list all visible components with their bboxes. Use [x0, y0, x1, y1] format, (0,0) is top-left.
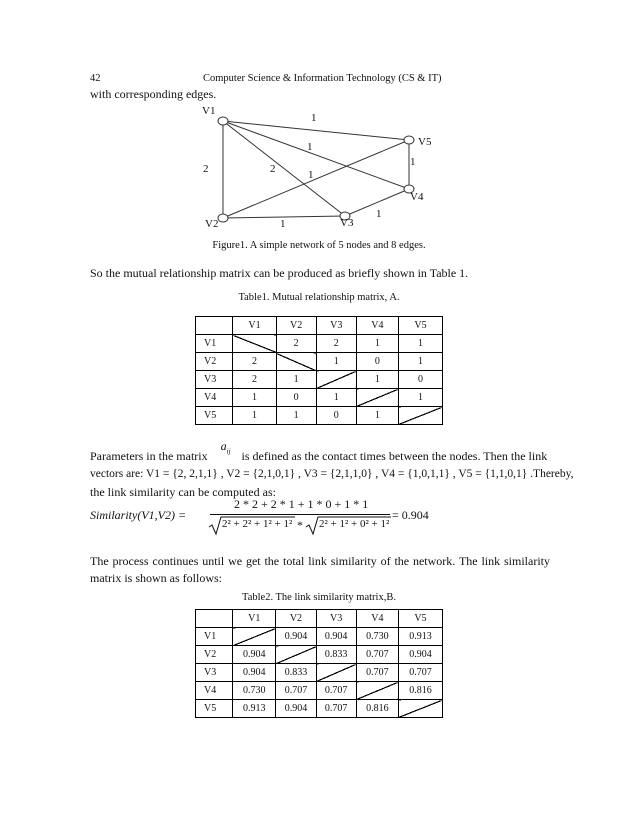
node-v5	[404, 136, 414, 144]
diagonal-cell	[356, 682, 398, 700]
table-row	[196, 389, 443, 407]
table-cell: 0	[356, 353, 398, 371]
diagonal-cell	[276, 353, 316, 371]
row-header: V1	[196, 335, 233, 353]
table-cell: 0.913	[233, 700, 276, 718]
table-cell: 0.707	[316, 700, 356, 718]
column-header: V1	[233, 317, 276, 335]
diagonal-cell	[276, 646, 316, 664]
table-row	[196, 646, 443, 664]
fraction-bar	[210, 514, 390, 515]
table-cell: 1	[233, 407, 276, 425]
column-header: V4	[356, 317, 398, 335]
link-vectors: vectors are: V1 = {2, 2,1,1} , V2 = {2,1,0,1} , V3 = {2,1,1,0} , V4 = {1,0,1,1} , V5 = {1,1,0,1} .Thereby,	[90, 468, 574, 480]
edge-label: 1	[311, 112, 317, 124]
table-cell: 1	[356, 407, 398, 425]
table-cell: 0.707	[276, 682, 316, 700]
column-header: V2	[276, 610, 316, 628]
table-row	[196, 371, 443, 389]
table-cell: 1	[356, 335, 398, 353]
table-cell: 0.707	[356, 664, 398, 682]
table-row	[196, 664, 443, 682]
edge-label: 1	[410, 156, 416, 168]
table-cell: 0.707	[398, 664, 442, 682]
row-header: V5	[196, 407, 233, 425]
column-header: V3	[316, 317, 356, 335]
column-header: V5	[398, 317, 442, 335]
row-header: V1	[196, 628, 233, 646]
table-cell: 1	[356, 371, 398, 389]
matrix-symbol: $a_{ij}$	[220, 439, 231, 456]
column-header: V3	[316, 610, 356, 628]
paragraph-2-line-1: Parameters in the matrix $a_{ij}$ is defined as the contact times between the nodes. Then the link	[90, 439, 548, 463]
table-cell: 2	[233, 371, 276, 389]
table-header-row	[196, 610, 443, 628]
table-cell: 0.833	[276, 664, 316, 682]
diagonal-cell	[316, 371, 356, 389]
table-cell: 0.904	[233, 664, 276, 682]
table1	[195, 316, 443, 425]
row-header: V5	[196, 700, 233, 718]
table-cell: 0.904	[233, 646, 276, 664]
intro-text: with corresponding edges.	[90, 87, 217, 101]
edge-label: 1	[376, 208, 382, 220]
node-label-v1: V1	[202, 105, 216, 117]
denominator-left: 2² + 2² + 1² + 1²	[222, 518, 293, 530]
table-cell: 1	[398, 335, 442, 353]
row-header: V3	[196, 664, 233, 682]
formula-lhs: Similarity(V1,V2) =	[90, 508, 187, 522]
table-cell: 0.730	[356, 628, 398, 646]
diagonal-cell	[356, 389, 398, 407]
node-label-v2: V2	[205, 218, 219, 230]
paragraph-2-line-3: the link similarity can be computed as:	[90, 485, 276, 499]
edge-label: 2	[270, 163, 276, 175]
node-label-v3: V3	[340, 217, 354, 229]
denominator-right: 2² + 1² + 0² + 1²	[319, 518, 390, 530]
row-header: V3	[196, 371, 233, 389]
denominator-times: *	[297, 518, 303, 532]
column-header: V2	[276, 317, 316, 335]
table-cell: 1	[398, 389, 442, 407]
node-v2	[218, 214, 228, 222]
diagonal-cell	[398, 407, 442, 425]
table-cell: 0	[398, 371, 442, 389]
edge-label: 1	[280, 218, 286, 230]
table-cell: 0	[276, 389, 316, 407]
table-row	[196, 407, 443, 425]
table2-caption: Table2. The link similarity matrix,B.	[242, 592, 396, 603]
figure-caption: Figure1. A simple network of 5 nodes and 8 edges.	[212, 240, 426, 251]
row-header: V2	[196, 353, 233, 371]
column-header: V1	[233, 610, 276, 628]
table-cell: 0.816	[398, 682, 442, 700]
table-row	[196, 335, 443, 353]
diagonal-cell	[233, 335, 276, 353]
diagonal-cell	[398, 700, 442, 718]
paragraph-1: So the mutual relationship matrix can be produced as briefly shown in Table 1.	[90, 266, 469, 280]
node-v1	[218, 117, 228, 125]
edge-label: 1	[308, 169, 314, 181]
column-header: V5	[398, 610, 442, 628]
formula-result: = 0.904	[392, 508, 429, 522]
table-cell: 2	[233, 353, 276, 371]
table-cell: 0.904	[398, 646, 442, 664]
table-cell: 0.816	[356, 700, 398, 718]
table-cell: 1	[276, 407, 316, 425]
table-cell: 0.707	[356, 646, 398, 664]
edge-v1-v3	[223, 121, 345, 216]
network-figure	[190, 100, 430, 235]
table-row	[196, 353, 443, 371]
table-row	[196, 628, 443, 646]
table-cell: 0.913	[398, 628, 442, 646]
formula-numerator: 2 * 2 + 2 * 1 + 1 * 0 + 1 * 1	[234, 497, 369, 511]
diagonal-cell	[233, 628, 276, 646]
paragraph-3: The process continues until we get the total link similarity of the network. The link similarity matrix is shown as follows:	[90, 554, 550, 585]
table-cell: 0.904	[276, 628, 316, 646]
table-cell: 1	[233, 389, 276, 407]
node-label-v4: V4	[410, 191, 424, 203]
row-header: V4	[196, 682, 233, 700]
diagonal-cell	[316, 664, 356, 682]
table-cell: 0.833	[316, 646, 356, 664]
row-header: V4	[196, 389, 233, 407]
table-row	[196, 682, 443, 700]
table-row	[196, 700, 443, 718]
table-cell: 2	[316, 335, 356, 353]
edge-label: 1	[307, 141, 313, 153]
table-cell: 1	[316, 353, 356, 371]
table-cell: 1	[316, 389, 356, 407]
running-header: Computer Science & Information Technology (CS & IT)	[203, 73, 442, 84]
table2	[195, 609, 443, 718]
table-cell: 1	[398, 353, 442, 371]
edge-label: 2	[203, 163, 209, 175]
page-number: 42	[90, 73, 101, 84]
table-cell: 2	[276, 335, 316, 353]
table1-caption: Table1. Mutual relationship matrix, A.	[238, 292, 400, 303]
table-cell: 0	[316, 407, 356, 425]
table-header-row	[196, 317, 443, 335]
table-cell: 0.904	[316, 628, 356, 646]
table-cell: 0.707	[316, 682, 356, 700]
row-header: V2	[196, 646, 233, 664]
node-label-v5: V5	[418, 136, 432, 148]
table-cell: 1	[276, 371, 316, 389]
column-header: V4	[356, 610, 398, 628]
table-cell: 0.730	[233, 682, 276, 700]
table-cell: 0.904	[276, 700, 316, 718]
